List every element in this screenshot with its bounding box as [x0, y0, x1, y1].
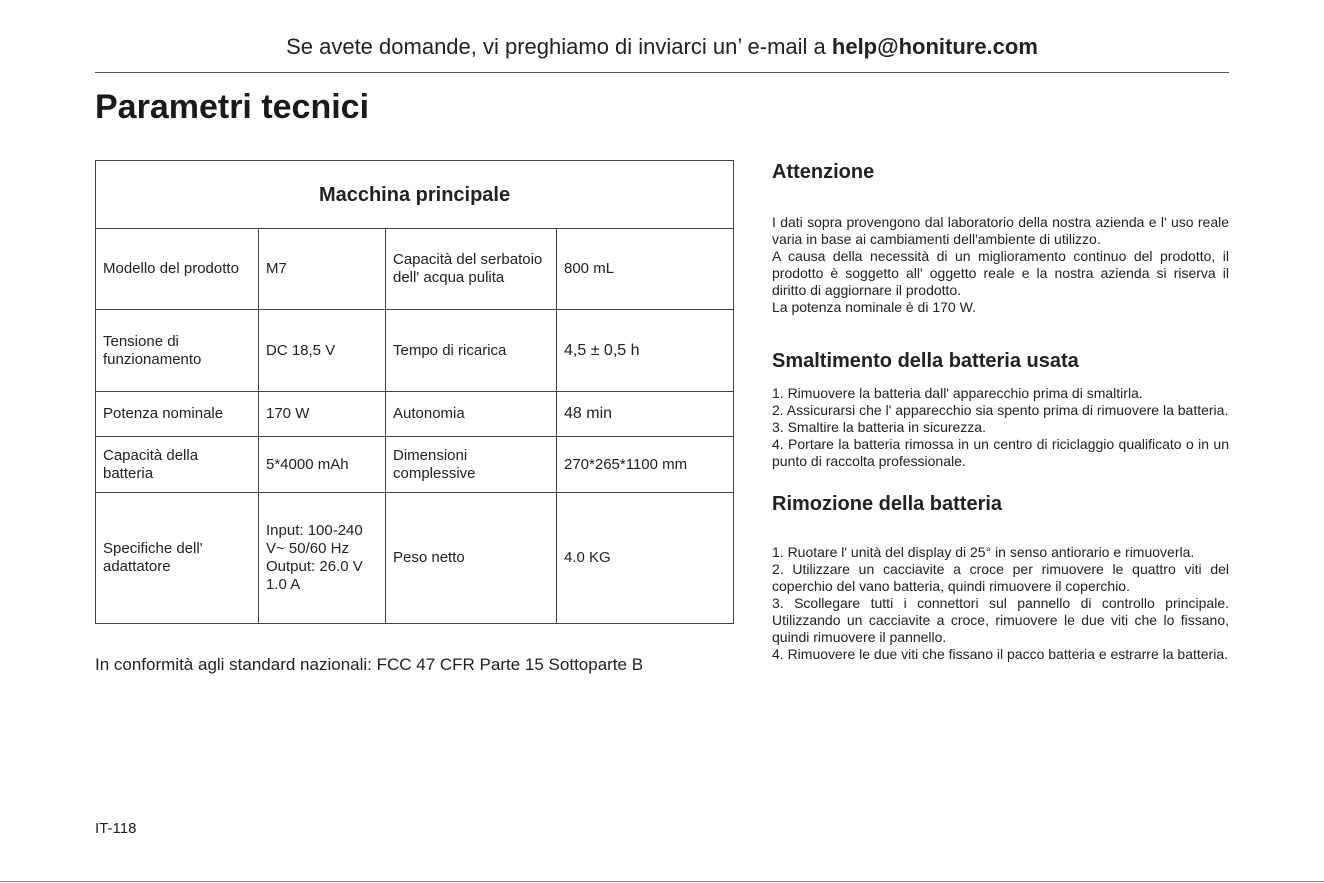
attention-paragraph: I dati sopra provengono dal laboratorio della nostra azienda e l' uso reale varia in base ai cambiamenti dell'ambiente di utilizzo. — [772, 214, 1229, 247]
spec-value: 4.0 KG — [557, 493, 734, 624]
spec-label: Tensione di funzionamento — [96, 310, 259, 392]
spec-value: Input: 100-240 V~ 50/60 Hz Output: 26.0 V 1.0 A — [259, 493, 386, 624]
removal-step: 1. Ruotare l' unità del display di 25° in senso antiorario e rimuoverla. — [772, 544, 1195, 560]
spec-label: Potenza nominale — [96, 392, 259, 437]
spec-label: Dimensioni complessive — [386, 437, 557, 493]
spec-table-caption-row — [96, 161, 734, 229]
disposal-step: 2. Assicurarsi che l' apparecchio sia spento prima di rimuovere la batteria. — [772, 402, 1229, 418]
spec-table — [95, 160, 734, 624]
disposal-step: 4. Portare la batteria rimossa in un centro di riciclaggio qualificato o in un punto di raccolta professionale. — [772, 436, 1229, 469]
attention-heading: Attenzione — [772, 161, 875, 183]
spec-value: 270*265*1100 mm — [557, 437, 734, 493]
disposal-step: 1. Rimuovere la batteria dall' apparecchio prima di smaltirla. — [772, 385, 1143, 401]
spec-label: Peso netto — [386, 493, 557, 624]
spec-table-caption: Macchina principale — [96, 161, 734, 229]
spec-row — [96, 493, 734, 624]
contact-email: help@honiture.com — [831, 34, 1038, 59]
spec-label: Autonomia — [386, 392, 557, 437]
spec-label: Tempo di ricarica — [386, 310, 557, 392]
attention-body — [772, 214, 1229, 316]
removal-heading: Rimozione della batteria — [772, 493, 1003, 515]
spec-label: Specifiche dell' adattatore — [96, 493, 259, 624]
disposal-step: 3. Smaltire la batteria in sicurezza. — [772, 419, 986, 435]
spec-row — [96, 310, 734, 392]
removal-step: 2. Utilizzare un cacciavite a croce per rimuovere le quattro viti del coperchio del vano batteria, quindi rimuovere il coperchio. — [772, 561, 1229, 594]
page-number: IT-118 — [95, 820, 137, 837]
spec-value: 4,5 ± 0,5 h — [557, 310, 734, 392]
spec-value: 48 min — [557, 392, 734, 437]
removal-body — [772, 544, 1229, 663]
disposal-body — [772, 385, 1229, 470]
disposal-heading: Smaltimento della batteria usata — [772, 350, 1079, 372]
spec-value: 5*4000 mAh — [259, 437, 386, 493]
page-title: Parametri tecnici — [95, 88, 370, 126]
attention-paragraph: La potenza nominale è di 170 W. — [772, 299, 976, 315]
attention-paragraph: A causa della necessità di un miglioramento continuo del prodotto, il prodotto è soggetto all' oggetto reale e la nostra azienda si riserva il diritto di aggiornare il prodotto. — [772, 248, 1229, 298]
page-bottom-edge — [0, 881, 1324, 882]
contact-prefix: Se avete domande, vi preghiamo di inviarci un’ e-mail a — [286, 34, 832, 59]
removal-step: 3. Scollegare tutti i connettori sul pannello di controllo principale. Utilizzando un cacciavite a croce, rimuovere le due viti che lo fissano, quindi rimuovere il pannello. — [772, 595, 1229, 645]
notes-column — [772, 160, 1229, 663]
spec-row — [96, 392, 734, 437]
spec-value: 800 mL — [557, 229, 734, 310]
spec-value: 170 W — [259, 392, 386, 437]
spec-label: Capacità del serbatoio dell' acqua pulita — [386, 229, 557, 310]
spec-row — [96, 229, 734, 310]
spec-value: M7 — [259, 229, 386, 310]
compliance-note: In conformità agli standard nazionali: FCC 47 CFR Parte 15 Sottoparte B — [95, 655, 644, 674]
page-header-contact — [95, 34, 1229, 60]
header-divider — [95, 72, 1229, 73]
spec-label: Capacità della batteria — [96, 437, 259, 493]
spec-label: Modello del prodotto — [96, 229, 259, 310]
spec-value: DC 18,5 V — [259, 310, 386, 392]
removal-step: 4. Rimuovere le due viti che fissano il pacco batteria e estrarre la batteria. — [772, 646, 1229, 662]
spec-row — [96, 437, 734, 493]
